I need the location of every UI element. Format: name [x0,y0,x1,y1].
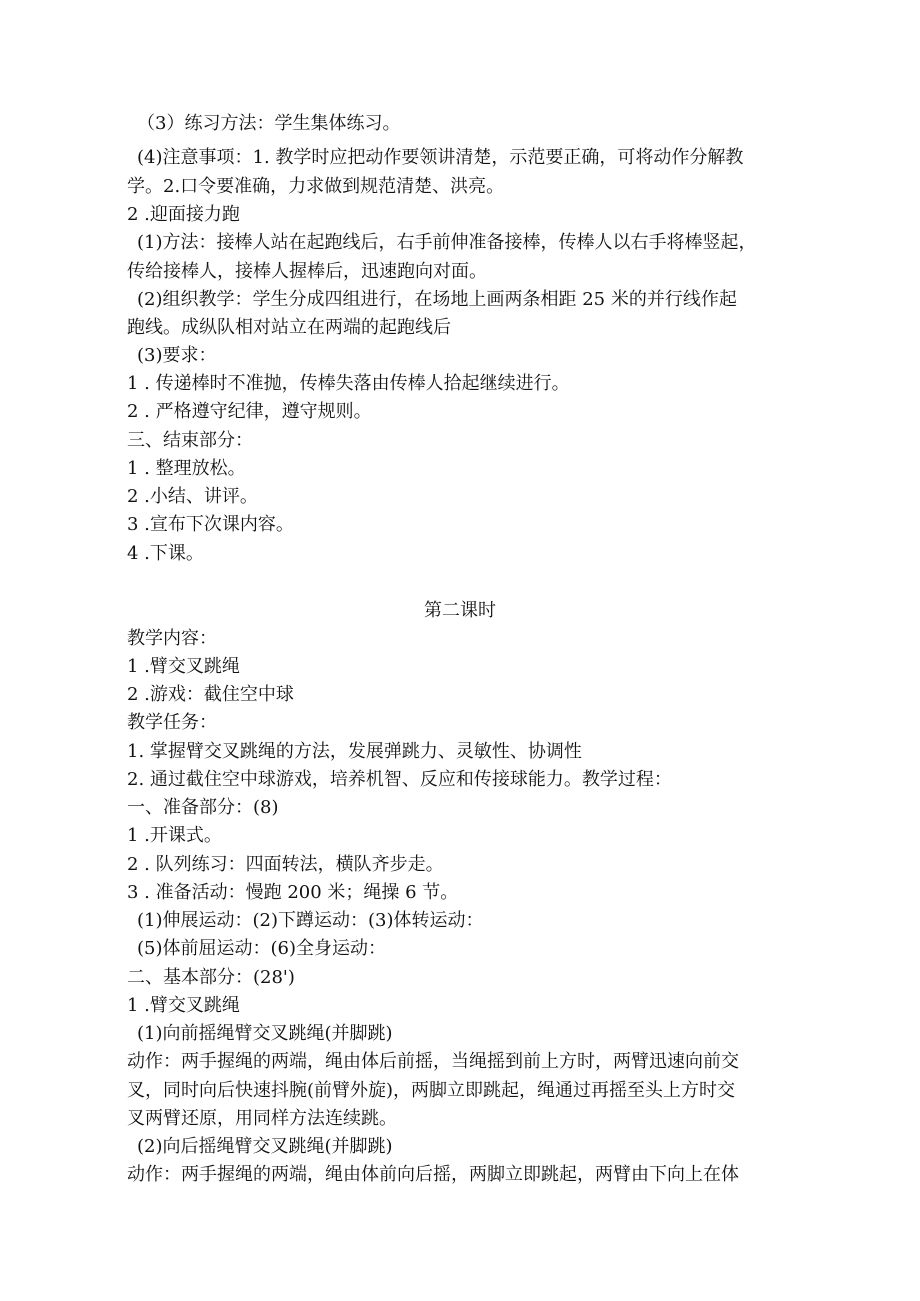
text-line: 3 . 准备活动：慢跑 200 米；绳操 6 节。 [127,882,459,903]
text-line: 二、基本部分：(28') [127,967,295,988]
text-line: (4)注意事项：1. 教学时应把动作要领讲清楚，示范要正确，可将动作分解教 [137,147,744,168]
text-line: (1)向前摇绳臂交叉跳绳(并脚跳) [137,1023,393,1044]
text-line: 传给接棒人，接棒人握棒后，迅速跑向对面。 [127,261,487,282]
text-line: (2)组织教学：学生分成四组进行，在场地上画两条相距 25 米的并行线作起 [137,289,737,310]
text-line: 2 . 队列练习：四面转法，横队齐步走。 [127,854,444,875]
text-line: (2)向后摇绳臂交叉跳绳(并脚跳) [137,1136,393,1157]
text-line: (5)体前屈运动：(6)全身运动： [137,938,386,959]
text-line: 1 .臂交叉跳绳 [127,995,240,1016]
text-line: (1)方法：接棒人站在起跑线后，右手前伸准备接棒，传棒人以右手将棒竖起， [137,232,757,253]
text-line: （3）练习方法：学生集体练习。 [137,113,401,134]
text-line: 学。2.口令要准确，力求做到规范清楚、洪亮。 [127,176,505,197]
text-line: (3)要求： [137,345,217,366]
section-title: 第二课时 [424,600,496,621]
text-line: 教学任务： [127,712,217,733]
text-line: 跑线。成纵队相对站立在两端的起跑线后 [127,317,451,338]
text-line: 动作：两手握绳的两端，绳由体后前摇，当绳摇到前上方时，两臂迅速向前交 [127,1051,739,1072]
text-line: 1 .臂交叉跳绳 [127,656,240,677]
text-line: 教学内容： [127,628,217,649]
text-line: 3 .宣布下次课内容。 [127,514,294,535]
text-line: 一、准备部分：(8) [127,797,279,818]
text-line: 叉两臂还原，用同样方法连续跳。 [127,1108,397,1129]
text-line: 动作：两手握绳的两端，绳由体前向后摇，两脚立即跳起，两臂由下向上在体 [127,1164,739,1185]
text-line: 叉，同时向后快速抖腕(前臂外旋)，两脚立即跳起，绳通过再摇至头上方时交 [127,1080,736,1101]
text-line: 2 .小结、讲评。 [127,486,258,507]
text-line: 4 .下课。 [127,543,204,564]
text-line: 2 .游戏：截住空中球 [127,684,294,705]
text-line: (1)伸展运动：(2)下蹲运动：(3)体转运动： [137,910,484,931]
text-line: 2. 通过截住空中球游戏，培养机智、反应和传接球能力。教学过程： [127,769,672,790]
text-line: 1 . 传递棒时不准抛，传棒失落由传棒人拾起继续进行。 [127,373,570,394]
text-line: 1 .开课式。 [127,825,222,846]
text-line: 1. 掌握臂交叉跳绳的方法，发展弹跳力、灵敏性、协调性 [127,741,582,762]
text-line: 1 . 整理放松。 [127,458,246,479]
text-line: 2 .迎面接力跑 [127,204,240,225]
text-line: 2 . 严格遵守纪律，遵守规则。 [127,401,372,422]
text-line: 三、结束部分： [127,430,253,451]
